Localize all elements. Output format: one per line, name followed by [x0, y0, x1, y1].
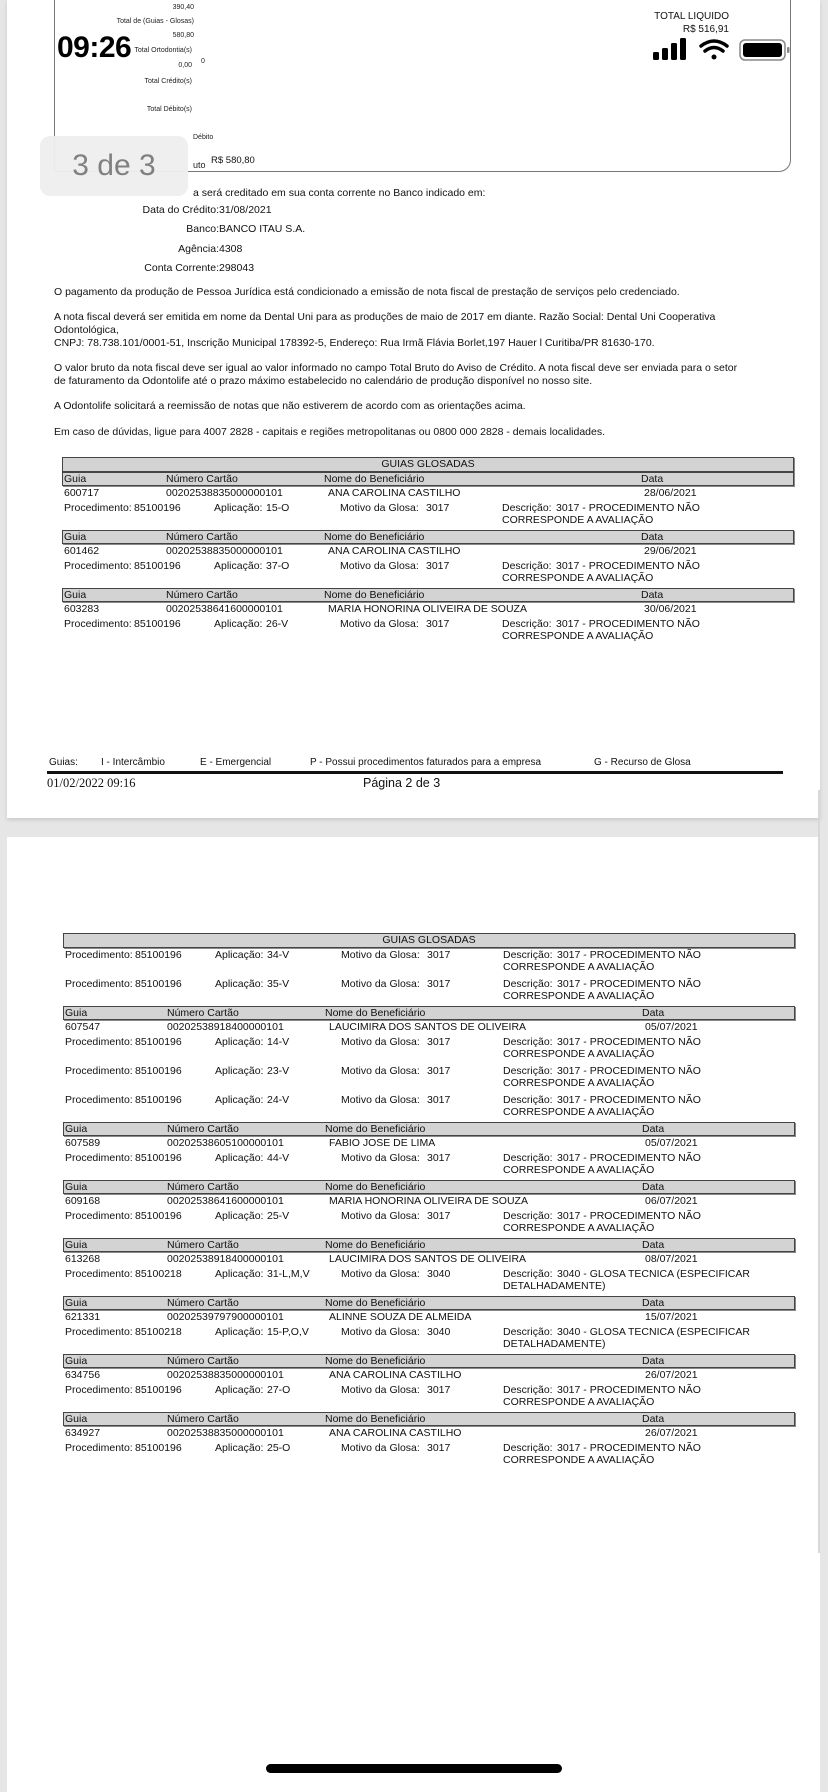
motivo-label: Motivo da Glosa: — [341, 1094, 420, 1106]
card-number: 00202538918400000101 — [167, 1253, 284, 1265]
motivo-label: Motivo da Glosa: — [341, 1384, 420, 1396]
motivo-value: 3017 — [426, 618, 450, 630]
table-title: GUIAS GLOSADAS — [62, 457, 794, 472]
guia-number: 634927 — [65, 1427, 101, 1439]
procedure-label: Procedimento: — [65, 949, 133, 961]
beneficiary-name: MARIA HONORINA OLIVEIRA DE SOUZA — [329, 1195, 528, 1207]
column-data: Data — [642, 1297, 665, 1309]
paragraph-line: O valor bruto da nota fiscal deve ser igual ao valor informado no campo Total Bruto do Aviso de Crédito. A nota fiscal deve ser enviada para o setor — [54, 362, 738, 374]
guia-date: 29/06/2021 — [644, 545, 697, 557]
procedure-row — [63, 1383, 795, 1412]
column-nome: Nome do Beneficiário — [325, 1239, 426, 1251]
aplicacao-value: 44-V — [267, 1152, 290, 1164]
guia-header-row — [63, 1296, 795, 1310]
column-cartao: Número Cartão — [167, 1239, 239, 1251]
card-number: 00202538835000000101 — [166, 545, 283, 557]
column-guia: Guia — [65, 1123, 88, 1135]
column-nome: Nome do Beneficiário — [325, 1355, 426, 1367]
descricao-line: 3017 - PROCEDIMENTO NÃO — [557, 978, 701, 990]
column-guia: Guia — [64, 531, 87, 543]
procedure-row — [62, 501, 794, 530]
descricao-line: 3017 - PROCEDIMENTO NÃO — [557, 1152, 701, 1164]
descricao-label: Descrição: — [502, 618, 552, 630]
scrollbar[interactable] — [818, 790, 820, 1553]
guia-header-row — [62, 472, 794, 486]
column-nome: Nome do Beneficiário — [324, 531, 425, 543]
aplicacao-value: 15-O — [266, 502, 290, 514]
procedure-label: Procedimento: — [65, 1036, 133, 1048]
descricao-line: 3017 - PROCEDIMENTO NÃO — [557, 1384, 701, 1396]
guia-header-row — [62, 588, 794, 602]
card-number: 00202538641600000101 — [166, 603, 283, 615]
motivo-value: 3017 — [427, 1036, 451, 1048]
info-paragraph — [54, 286, 680, 299]
aplicacao-label: Aplicação: — [215, 1268, 264, 1280]
motivo-label: Motivo da Glosa: — [341, 1442, 420, 1454]
guia-date: 26/07/2021 — [645, 1427, 698, 1439]
summary-label: Total Ortodontia(s) — [134, 47, 192, 54]
guia-header-row — [63, 1412, 795, 1426]
guia-date: 06/07/2021 — [645, 1195, 698, 1207]
procedure-code: 85100218 — [135, 1326, 182, 1338]
procedure-row — [62, 617, 794, 646]
column-nome: Nome do Beneficiário — [325, 1007, 426, 1019]
descricao-line: CORRESPONDE A AVALIAÇÃO — [503, 1077, 655, 1089]
motivo-label: Motivo da Glosa: — [341, 1210, 420, 1222]
descricao-line: 3040 - GLOSA TECNICA (ESPECIFICAR — [557, 1268, 750, 1280]
card-number: 00202538918400000101 — [167, 1021, 284, 1033]
summary-value: 390,40 — [172, 4, 194, 11]
column-nome: Nome do Beneficiário — [325, 1297, 426, 1309]
footer-page-number: Página 2 de 3 — [363, 776, 441, 790]
card-number: 00202538605100000101 — [167, 1137, 284, 1149]
procedure-code: 85100218 — [135, 1268, 182, 1280]
guia-date: 08/07/2021 — [645, 1253, 698, 1265]
descricao-line: CORRESPONDE A AVALIAÇÃO — [502, 572, 654, 584]
guia-row — [63, 1136, 795, 1151]
guia-number: 600717 — [64, 487, 100, 499]
legend-label: Guias: — [49, 757, 78, 768]
beneficiary-name: ANA CAROLINA CASTILHO — [328, 545, 461, 557]
procedure-code: 85100196 — [134, 618, 181, 630]
paragraph-line: A nota fiscal deverá ser emitida em nome da Dental Uni para as produções de maio de 2017 em diante. Razão Social: Dental Uni Cooperativa — [54, 311, 716, 323]
guia-row — [63, 1194, 795, 1209]
column-cartao: Número Cartão — [167, 1181, 239, 1193]
guia-number: 621331 — [65, 1311, 101, 1323]
column-guia: Guia — [65, 1355, 88, 1367]
descricao-line: CORRESPONDE A AVALIAÇÃO — [503, 961, 655, 973]
descricao-line: 3017 - PROCEDIMENTO NÃO — [556, 618, 700, 630]
credit-intro: a será creditado em sua conta corrente no Banco indicado em: — [193, 187, 486, 199]
descricao-line: CORRESPONDE A AVALIAÇÃO — [503, 1396, 655, 1408]
descricao-line: 3017 - PROCEDIMENTO NÃO — [557, 1442, 701, 1454]
guias-glosadas-table — [62, 457, 794, 646]
column-nome: Nome do Beneficiário — [325, 1181, 426, 1193]
beneficiary-name: ALINNE SOUZA DE ALMEIDA — [329, 1311, 472, 1323]
aplicacao-value: 37-O — [266, 560, 290, 572]
guia-row — [62, 544, 794, 559]
procedure-row — [63, 1325, 795, 1354]
procedure-code: 85100196 — [135, 1210, 182, 1222]
procedure-row — [63, 1441, 795, 1470]
info-paragraph — [54, 426, 605, 439]
aplicacao-label: Aplicação: — [215, 1036, 264, 1048]
procedure-row — [63, 1151, 795, 1180]
aplicacao-value: 34-V — [267, 949, 290, 961]
beneficiary-name: MARIA HONORINA OLIVEIRA DE SOUZA — [328, 603, 527, 615]
procedure-label: Procedimento: — [65, 1152, 133, 1164]
guia-header-row — [63, 1238, 795, 1252]
procedure-code: 85100196 — [135, 1152, 182, 1164]
motivo-label: Motivo da Glosa: — [340, 618, 419, 630]
aplicacao-label: Aplicação: — [215, 1065, 264, 1077]
procedure-code: 85100196 — [134, 560, 181, 572]
guia-header-row — [63, 1354, 795, 1368]
descricao-line: 3017 - PROCEDIMENTO NÃO — [557, 1065, 701, 1077]
info-paragraph — [54, 362, 737, 388]
descricao-line: CORRESPONDE A AVALIAÇÃO — [503, 1222, 655, 1234]
table-title: GUIAS GLOSADAS — [63, 933, 795, 948]
descricao-line: CORRESPONDE A AVALIAÇÃO — [503, 1164, 655, 1176]
info-paragraph — [54, 311, 715, 350]
descricao-label: Descrição: — [503, 1442, 553, 1454]
aplicacao-value: 24-V — [267, 1094, 290, 1106]
aplicacao-value: 25-O — [267, 1442, 291, 1454]
procedure-label: Procedimento: — [65, 1094, 133, 1106]
descricao-line: 3017 - PROCEDIMENTO NÃO — [556, 560, 700, 572]
paragraph-line: Odontológica, — [54, 324, 119, 336]
procedure-code: 85100196 — [135, 978, 182, 990]
footer-divider — [47, 771, 783, 774]
motivo-value: 3017 — [426, 502, 450, 514]
column-data: Data — [642, 1239, 665, 1251]
status-time: 09:26 — [57, 31, 132, 64]
motivo-value: 3017 — [427, 1442, 451, 1454]
home-indicator[interactable] — [266, 1764, 562, 1773]
column-guia: Guia — [65, 1239, 88, 1251]
credit-value: 4308 — [219, 242, 243, 255]
guia-date: 26/07/2021 — [645, 1369, 698, 1381]
column-cartao: Número Cartão — [166, 589, 238, 601]
total-liquido-label: TOTAL LIQUIDO — [654, 11, 729, 22]
credit-label: Data do Crédito: — [142, 204, 219, 216]
card-number: 00202538835000000101 — [166, 487, 283, 499]
procedure-code: 85100196 — [134, 502, 181, 514]
column-guia: Guia — [65, 1297, 88, 1309]
credit-label: Agência: — [178, 242, 219, 255]
summary-value: 0,00 — [178, 62, 192, 69]
column-guia: Guia — [65, 1413, 88, 1425]
procedure-label: Procedimento: — [65, 978, 133, 990]
procedure-row — [63, 1209, 795, 1238]
motivo-value: 3017 — [427, 1152, 451, 1164]
procedure-label: Procedimento: — [65, 1065, 133, 1077]
descricao-line: 3040 - GLOSA TECNICA (ESPECIFICAR — [557, 1326, 750, 1338]
motivo-value: 3040 — [427, 1268, 451, 1280]
guia-header-row — [63, 1122, 795, 1136]
motivo-value: 3017 — [427, 978, 451, 990]
beneficiary-name: ANA CAROLINA CASTILHO — [328, 487, 461, 499]
aplicacao-label: Aplicação: — [215, 949, 264, 961]
descricao-line: CORRESPONDE A AVALIAÇÃO — [503, 990, 655, 1002]
motivo-label: Motivo da Glosa: — [340, 560, 419, 572]
page-counter-badge: 3 de 3 — [40, 136, 188, 196]
column-guia: Guia — [64, 589, 87, 601]
motivo-label: Motivo da Glosa: — [341, 1036, 420, 1048]
guia-header-row — [62, 530, 794, 544]
beneficiary-name: ANA CAROLINA CASTILHO — [329, 1427, 462, 1439]
guia-date: 05/07/2021 — [645, 1021, 698, 1033]
credit-label: Banco: — [186, 223, 219, 236]
procedure-row — [63, 1064, 795, 1093]
aplicacao-value: 31-L,M,V — [267, 1268, 310, 1280]
summary-label: Total de (Guias - Glosas) — [116, 18, 194, 25]
descricao-line: 3017 - PROCEDIMENTO NÃO — [556, 502, 700, 514]
procedure-code: 85100196 — [135, 1094, 182, 1106]
column-data: Data — [642, 1123, 665, 1135]
descricao-line: 3017 - PROCEDIMENTO NÃO — [557, 1094, 701, 1106]
column-guia: Guia — [64, 473, 87, 485]
descricao-line: 3017 - PROCEDIMENTO NÃO — [557, 1210, 701, 1222]
aplicacao-label: Aplicação: — [214, 618, 263, 630]
descricao-label: Descrição: — [503, 1268, 553, 1280]
descricao-line: 3017 - PROCEDIMENTO NÃO — [557, 1036, 701, 1048]
descricao-line: CORRESPONDE A AVALIAÇÃO — [503, 1048, 655, 1060]
column-data: Data — [641, 531, 664, 543]
legend-item: I - Intercâmbio — [101, 757, 165, 768]
procedure-label: Procedimento: — [64, 560, 132, 572]
column-cartao: Número Cartão — [167, 1123, 239, 1135]
guia-row — [62, 486, 794, 501]
aplicacao-value: 15-P,O,V — [267, 1326, 309, 1338]
info-paragraph — [54, 400, 526, 413]
procedure-label: Procedimento: — [65, 1210, 133, 1222]
summary-label: Débito — [193, 134, 214, 141]
motivo-value: 3017 — [427, 1094, 451, 1106]
aplicacao-value: 27-O — [267, 1384, 291, 1396]
column-nome: Nome do Beneficiário — [324, 473, 425, 485]
procedure-row — [62, 559, 794, 588]
column-data: Data — [641, 589, 664, 601]
procedure-label: Procedimento: — [65, 1442, 133, 1454]
procedure-code: 85100196 — [135, 949, 182, 961]
guia-row — [63, 1020, 795, 1035]
procedure-row — [63, 1035, 795, 1064]
procedure-code: 85100196 — [135, 1036, 182, 1048]
motivo-value: 3040 — [427, 1326, 451, 1338]
column-data: Data — [641, 473, 664, 485]
descricao-line: 3017 - PROCEDIMENTO NÃO — [557, 949, 701, 961]
card-number: 00202539797900000101 — [167, 1311, 284, 1323]
descricao-label: Descrição: — [503, 1065, 553, 1077]
paragraph-line: O pagamento da produção de Pessoa Jurídica está condicionado a emissão de nota fiscal de prestação de serviços pelo credenciado. — [54, 286, 680, 298]
aplicacao-label: Aplicação: — [215, 1326, 264, 1338]
summary-label: Total Crédito(s) — [144, 78, 192, 85]
column-guia: Guia — [65, 1181, 88, 1193]
summary-value: 0 — [201, 58, 205, 65]
total-liquido-value: R$ 516,91 — [682, 24, 729, 35]
procedure-label: Procedimento: — [65, 1268, 133, 1280]
motivo-label: Motivo da Glosa: — [341, 949, 420, 961]
aplicacao-value: 26-V — [266, 618, 289, 630]
motivo-label: Motivo da Glosa: — [341, 1326, 420, 1338]
guia-number: 607547 — [65, 1021, 101, 1033]
guia-date: 28/06/2021 — [644, 487, 697, 499]
aplicacao-value: 25-V — [267, 1210, 290, 1222]
column-nome: Nome do Beneficiário — [324, 589, 425, 601]
footer-timestamp: 01/02/2022 09:16 — [47, 776, 136, 790]
column-data: Data — [642, 1007, 665, 1019]
motivo-value: 3017 — [426, 560, 450, 572]
descricao-line: DETALHADAMENTE) — [503, 1338, 606, 1350]
column-data: Data — [642, 1181, 665, 1193]
paragraph-line: de faturamento da Odontolife até o prazo máximo estabelecido no calendário de produção disponível no nosso site. — [54, 375, 593, 387]
pdf-page-2 — [7, 0, 820, 818]
guias-legend — [49, 757, 789, 770]
descricao-label: Descrição: — [503, 1094, 553, 1106]
beneficiary-name: LAUCIMIRA DOS SANTOS DE OLIVEIRA — [329, 1253, 527, 1265]
guia-number: 607589 — [65, 1137, 101, 1149]
motivo-label: Motivo da Glosa: — [340, 502, 419, 514]
column-cartao: Número Cartão — [167, 1007, 239, 1019]
column-data: Data — [642, 1413, 665, 1425]
descricao-label: Descrição: — [503, 1210, 553, 1222]
guia-date: 15/07/2021 — [645, 1311, 698, 1323]
beneficiary-name: LAUCIMIRA DOS SANTOS DE OLIVEIRA — [329, 1021, 527, 1033]
procedure-row — [63, 1267, 795, 1296]
guia-number: 603283 — [64, 603, 100, 615]
summary-label: uto — [193, 160, 206, 170]
motivo-label: Motivo da Glosa: — [341, 978, 420, 990]
procedure-label: Procedimento: — [64, 502, 132, 514]
descricao-label: Descrição: — [503, 1384, 553, 1396]
procedure-row — [63, 977, 795, 1006]
column-cartao: Número Cartão — [167, 1355, 239, 1367]
descricao-label: Descrição: — [503, 1152, 553, 1164]
card-number: 00202538641600000101 — [167, 1195, 284, 1207]
legend-item: P - Possui procedimentos faturados para a empresa — [310, 757, 542, 768]
descricao-label: Descrição: — [503, 1326, 553, 1338]
procedure-label: Procedimento: — [65, 1384, 133, 1396]
procedure-label: Procedimento: — [65, 1326, 133, 1338]
summary-label: Total Débito(s) — [146, 106, 192, 113]
battery-icon — [740, 40, 790, 60]
motivo-value: 3017 — [427, 1210, 451, 1222]
aplicacao-label: Aplicação: — [215, 1384, 264, 1396]
aplicacao-value: 23-V — [267, 1065, 290, 1077]
motivo-value: 3017 — [427, 949, 451, 961]
guia-date: 05/07/2021 — [645, 1137, 698, 1149]
descricao-label: Descrição: — [503, 1036, 553, 1048]
descricao-line: CORRESPONDE A AVALIAÇÃO — [503, 1106, 655, 1118]
descricao-label: Descrição: — [502, 560, 552, 572]
guia-row — [63, 1252, 795, 1267]
beneficiary-name: ANA CAROLINA CASTILHO — [329, 1369, 462, 1381]
status-icons — [653, 38, 791, 62]
guia-number: 609168 — [65, 1195, 101, 1207]
aplicacao-label: Aplicação: — [214, 560, 263, 572]
aplicacao-label: Aplicação: — [215, 1442, 264, 1454]
column-cartao: Número Cartão — [166, 473, 238, 485]
column-cartao: Número Cartão — [166, 531, 238, 543]
paragraph-line: A Odontolife solicitará a reemissão de notas que não estiverem de acordo com as orientações acima. — [54, 400, 526, 412]
descricao-line: CORRESPONDE A AVALIAÇÃO — [502, 630, 654, 642]
credit-value: 298043 — [219, 261, 255, 274]
motivo-label: Motivo da Glosa: — [341, 1268, 420, 1280]
aplicacao-label: Aplicação: — [215, 1094, 264, 1106]
credit-label: Conta Corrente: — [144, 261, 219, 274]
column-nome: Nome do Beneficiário — [325, 1413, 426, 1425]
legend-item: G - Recurso de Glosa — [594, 757, 691, 768]
pdf-page-3 — [7, 837, 820, 1792]
descricao-label: Descrição: — [503, 949, 553, 961]
wifi-icon — [701, 41, 727, 60]
procedure-code: 85100196 — [135, 1065, 182, 1077]
aplicacao-label: Aplicação: — [215, 978, 264, 990]
paragraph-line: Em caso de dúvidas, ligue para 4007 2828 - capitais e regiões metropolitanas ou 0800 000 2828 - demais localidades. — [54, 426, 606, 438]
procedure-row — [63, 948, 795, 977]
aplicacao-value: 14-V — [267, 1036, 290, 1048]
card-number: 00202538835000000101 — [167, 1427, 284, 1439]
beneficiary-name: FABIO JOSE DE LIMA — [329, 1137, 436, 1149]
column-guia: Guia — [65, 1007, 88, 1019]
column-data: Data — [642, 1355, 665, 1367]
motivo-value: 3017 — [427, 1384, 451, 1396]
guia-row — [62, 602, 794, 617]
guia-header-row — [63, 1006, 795, 1020]
descricao-line: CORRESPONDE A AVALIAÇÃO — [502, 514, 654, 526]
descricao-label: Descrição: — [503, 978, 553, 990]
descricao-label: Descrição: — [502, 502, 552, 514]
descricao-line: CORRESPONDE A AVALIAÇÃO — [503, 1454, 655, 1466]
motivo-label: Motivo da Glosa: — [341, 1152, 420, 1164]
guia-row — [63, 1368, 795, 1383]
motivo-value: 3017 — [427, 1065, 451, 1077]
descricao-line: DETALHADAMENTE) — [503, 1280, 606, 1292]
guias-glosadas-table — [63, 933, 795, 1470]
total-bruto-value: R$ 580,80 — [211, 155, 255, 166]
guia-number: 613268 — [65, 1253, 101, 1265]
aplicacao-label: Aplicação: — [214, 502, 263, 514]
column-cartao: Número Cartão — [167, 1297, 239, 1309]
motivo-label: Motivo da Glosa: — [341, 1065, 420, 1077]
procedure-row — [63, 1093, 795, 1122]
column-cartao: Número Cartão — [167, 1413, 239, 1425]
procedure-label: Procedimento: — [64, 618, 132, 630]
card-number: 00202538835000000101 — [167, 1369, 284, 1381]
credit-value: BANCO ITAU S.A. — [219, 223, 306, 236]
procedure-code: 85100196 — [135, 1384, 182, 1396]
credit-value: 31/08/2021 — [219, 204, 272, 216]
aplicacao-label: Aplicação: — [215, 1210, 264, 1222]
aplicacao-label: Aplicação: — [215, 1152, 264, 1164]
guia-row — [63, 1310, 795, 1325]
procedure-code: 85100196 — [135, 1442, 182, 1454]
legend-item: E - Emergencial — [200, 757, 272, 768]
guia-date: 30/06/2021 — [644, 603, 697, 615]
aplicacao-value: 35-V — [267, 978, 290, 990]
guia-header-row — [63, 1180, 795, 1194]
paragraph-line: CNPJ: 78.738.101/0001-51, Inscrição Municipal 178392-5, Endereço: Rua Irmã Flávia Borlet,197 Hauer l Curitiba/PR 81630-170. — [54, 337, 655, 349]
signal-icon — [653, 38, 686, 60]
summary-value: 580,80 — [172, 32, 194, 39]
guia-number: 601462 — [64, 545, 100, 557]
column-nome: Nome do Beneficiário — [325, 1123, 426, 1135]
guia-row — [63, 1426, 795, 1441]
guia-number: 634756 — [65, 1369, 101, 1381]
